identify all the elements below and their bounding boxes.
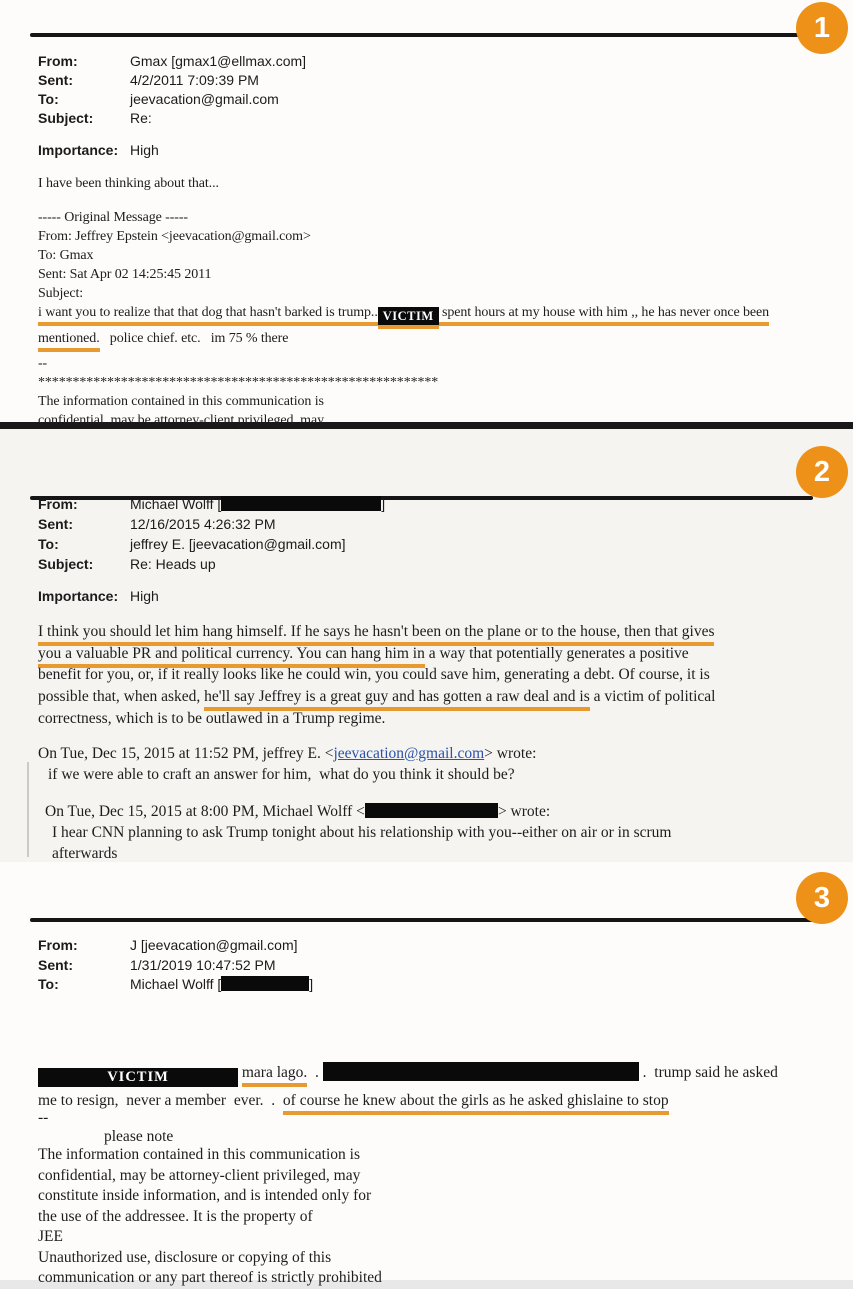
header-field-label: To: xyxy=(38,536,59,552)
header-field-row xyxy=(38,110,306,129)
header-field-label: Sent: xyxy=(38,516,73,532)
header-field-value xyxy=(130,536,346,552)
exhibit-number-badge-2: 2 xyxy=(796,446,848,498)
header-field-label: From: xyxy=(38,53,78,69)
text-segment: if we were able to craft an answer for him, what do you think it should be? xyxy=(48,766,515,783)
text-segment: confidential, may be attorney-client privileged, may xyxy=(38,413,324,428)
victim-redaction-box: VICTIM xyxy=(378,307,439,329)
text-segment: please note xyxy=(104,1128,174,1145)
text-line xyxy=(38,373,438,392)
text-line xyxy=(38,265,311,284)
email-2-quoted-reply-2 xyxy=(38,801,672,862)
email-2-importance-row xyxy=(38,588,159,608)
text-segment: me to resign, never a member ever. . xyxy=(38,1092,283,1109)
text-segment: jeevacation@gmail.com xyxy=(130,91,279,107)
text-line xyxy=(38,1268,382,1289)
header-field-row xyxy=(38,53,306,72)
text-segment: Subject: xyxy=(38,286,84,301)
text-line xyxy=(38,643,715,665)
text-line xyxy=(38,664,715,686)
header-field-row xyxy=(38,496,385,516)
text-line xyxy=(38,411,438,428)
text-line xyxy=(38,708,715,730)
email-1-importance-row xyxy=(38,142,159,161)
header-field-label: From: xyxy=(38,496,78,512)
orange-underlined-text: i want you to realize that that dog that hasn't barked is trump.. xyxy=(38,305,378,326)
text-segment: On Tue, Dec 15, 2015 at 8:00 PM, Michael Wolff < xyxy=(45,803,365,820)
email-3-confidentiality-disclaimer xyxy=(38,1145,382,1289)
text-segment: The information contained in this communication is xyxy=(38,1146,360,1163)
text-segment: afterwards xyxy=(52,845,118,862)
email-1-body-text xyxy=(38,303,769,349)
text-segment: -- xyxy=(38,1109,49,1126)
text-segment: J [jeevacation@gmail.com] xyxy=(130,937,298,953)
text-segment: . xyxy=(307,1064,323,1081)
text-segment: . trump said he asked xyxy=(638,1064,778,1081)
text-segment: Michael Wolff [ xyxy=(130,496,222,512)
header-field-value xyxy=(130,957,276,973)
text-segment: Re: xyxy=(130,110,152,126)
text-segment: police chief. etc. im 75 % there xyxy=(99,331,289,346)
text-line xyxy=(38,329,769,349)
text-line xyxy=(38,1166,382,1187)
header-field-value xyxy=(130,937,298,953)
text-line xyxy=(104,1127,173,1146)
text-segment: > wrote: xyxy=(497,803,551,820)
text-segment: Michael Wolff [ xyxy=(130,976,222,992)
text-line xyxy=(52,822,672,843)
exhibit-number-badge-1: 1 xyxy=(796,2,848,54)
text-line xyxy=(38,743,536,764)
text-line xyxy=(38,686,715,708)
exhibit-number-badge-3: 3 xyxy=(796,872,848,924)
text-segment: Gmax [gmax1@ellmax.com] xyxy=(130,53,307,69)
text-segment: confidential, may be attorney-client privileged, may xyxy=(38,1166,361,1184)
email-3-divider-rule xyxy=(30,918,813,922)
text-line xyxy=(38,246,311,265)
victim-redaction-box: VICTIM xyxy=(38,1068,238,1087)
text-line xyxy=(38,392,438,411)
header-field-row xyxy=(38,937,313,957)
text-segment: I hear CNN planning to ask Trump tonight about his relationship with you--either on air or in scrum xyxy=(52,824,672,841)
header-field-value xyxy=(130,516,276,532)
text-segment: Re: Heads up xyxy=(130,556,216,572)
text-segment: The information contained in this communication is xyxy=(38,394,324,409)
header-field-label: To: xyxy=(38,976,59,992)
text-segment: -- xyxy=(38,356,48,371)
header-field-row xyxy=(38,976,313,996)
header-field-row xyxy=(38,516,385,536)
text-segment: To: Gmax xyxy=(38,248,94,263)
orange-underlined-text: I think you should let him hang himself. If he says he hasn't been on the plane or to the house, then that gives xyxy=(38,623,714,646)
text-segment: ] xyxy=(381,496,386,512)
text-segment: 4/2/2011 7:09:39 PM xyxy=(130,72,259,88)
header-field-label: Subject: xyxy=(38,110,94,126)
header-field-row xyxy=(38,72,306,91)
text-line xyxy=(38,174,219,193)
text-segment: jeffrey E. [jeevacation@gmail.com] xyxy=(130,536,346,552)
text-segment: > wrote: xyxy=(484,745,537,762)
text-line xyxy=(38,284,311,303)
orange-underlined-text: mentioned. xyxy=(38,331,100,352)
header-field-value xyxy=(130,91,279,107)
text-segment: 12/16/2015 4:26:32 PM xyxy=(130,516,276,532)
importance-row xyxy=(38,588,159,608)
importance-value: High xyxy=(130,142,159,158)
header-field-value xyxy=(130,110,152,126)
orange-underlined-text: spent hours at my house with him ,, he has never once been xyxy=(439,305,769,326)
email-1-original-message-block xyxy=(38,208,311,303)
redaction-box xyxy=(221,496,381,511)
header-field-value xyxy=(130,72,259,88)
redaction-box xyxy=(323,1062,639,1081)
header-field-label: Sent: xyxy=(38,72,73,88)
text-line xyxy=(52,843,672,862)
redaction-box xyxy=(221,976,309,991)
text-line xyxy=(45,801,672,822)
text-segment: From: Jeffrey Epstein <jeevacation@gmail.com> xyxy=(38,229,311,244)
header-field-row xyxy=(38,957,313,977)
redaction-box xyxy=(365,803,498,818)
text-line xyxy=(38,227,311,246)
text-line xyxy=(38,1108,173,1127)
text-segment: communication or any part thereof is strictly prohibited xyxy=(38,1269,382,1286)
text-line xyxy=(38,354,438,373)
importance-value: High xyxy=(130,588,159,604)
header-field-value xyxy=(130,53,306,69)
text-line xyxy=(38,1145,382,1166)
header-field-value xyxy=(130,556,216,572)
text-line xyxy=(38,621,715,643)
email-1-header-fields xyxy=(38,53,306,129)
text-line xyxy=(38,1186,382,1207)
importance-label: Importance: xyxy=(38,142,119,158)
text-line xyxy=(38,1248,382,1269)
text-segment: constitute inside information, and is intended only for xyxy=(38,1187,372,1204)
text-segment: ----- Original Message ----- xyxy=(38,210,188,225)
email-2-body-text xyxy=(38,621,715,730)
orange-underlined-text: he'll say Jeffrey is a great guy and has gotten a raw deal and is xyxy=(204,688,590,711)
text-line xyxy=(38,1059,778,1087)
text-line xyxy=(38,1207,382,1228)
importance-row xyxy=(38,142,159,161)
text-segment: ] xyxy=(309,976,314,992)
email-1-divider-rule xyxy=(30,33,813,37)
text-segment: I have been thinking about that... xyxy=(38,176,219,191)
text-segment: Unauthorized use, disclosure or copying of this xyxy=(38,1248,332,1266)
text-segment: 1/31/2019 10:47:52 PM xyxy=(130,956,276,973)
text-segment: a way that potentially generates a positive xyxy=(424,644,689,662)
email-1-intro-text xyxy=(38,174,219,193)
text-line xyxy=(38,303,769,329)
email-3-body-text xyxy=(38,1059,778,1115)
header-field-label: From: xyxy=(38,937,78,953)
email-3-header-fields xyxy=(38,937,313,996)
email-3-signature xyxy=(38,1108,173,1146)
orange-underlined-text: mara lago. xyxy=(242,1064,307,1087)
header-field-row xyxy=(38,536,385,556)
header-field-row xyxy=(38,556,385,576)
orange-underlined-text: of course he knew about the girls as he asked ghislaine to stop xyxy=(283,1092,669,1115)
text-segment: On Tue, Dec 15, 2015 at 11:52 PM, jeffrey E. < xyxy=(38,745,334,762)
text-segment: ********************************************************** xyxy=(38,375,439,390)
header-field-value xyxy=(130,976,313,992)
importance-label: Importance: xyxy=(38,588,119,604)
text-line xyxy=(48,764,536,785)
email-1-signature-disclaimer xyxy=(38,354,439,428)
text-line xyxy=(38,208,311,227)
orange-underlined-text: you a valuable PR and political currency. You can hang him in xyxy=(38,645,425,668)
text-segment: Sent: Sat Apr 02 14:25:45 2011 xyxy=(38,267,212,282)
header-field-label: To: xyxy=(38,91,59,107)
header-field-row xyxy=(38,91,306,110)
text-segment: benefit for you, or, if it really looks like he could win, you could save him, generating a debt. Of course, it is xyxy=(38,666,710,684)
text-segment: JEE xyxy=(38,1228,63,1245)
text-segment: the use of the addressee. It is the property of xyxy=(38,1207,313,1225)
text-segment: correctness, which is to be outlawed in a Trump regime. xyxy=(38,709,386,727)
header-field-label: Subject: xyxy=(38,556,94,572)
email-2-quoted-reply-1 xyxy=(38,743,536,785)
text-segment: a victim of political xyxy=(589,688,716,706)
email-address-link[interactable]: jeevacation@gmail.com xyxy=(333,745,485,762)
header-field-label: Sent: xyxy=(38,956,73,973)
text-segment: possible that, when asked, xyxy=(38,688,205,706)
email-2-header-fields xyxy=(38,496,385,576)
text-line xyxy=(38,1227,382,1248)
quote-indent-bar xyxy=(27,762,29,857)
header-field-value xyxy=(130,496,385,512)
